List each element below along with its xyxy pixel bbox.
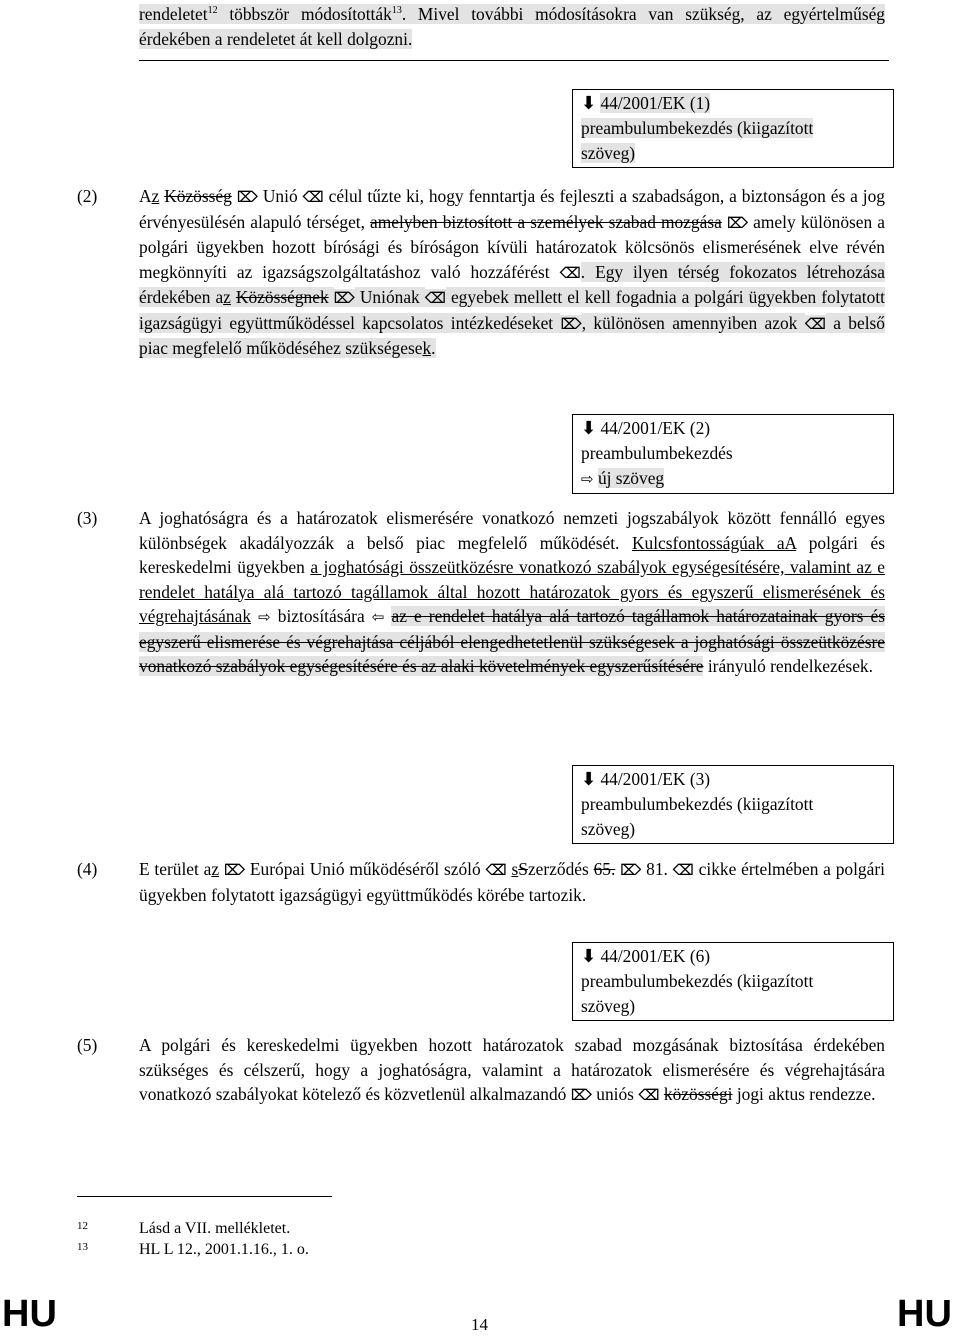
text: A polgári és kereskedelmi ügyekben hozott határozatok szabad mozgásának biztosítása érdekében szükséges és célszerű, hogy a joghatóságra, valamint a határozatok elismerésére és végrehajtására vonatkozó szabályokat kötelező és közvetlenül alkalmazandó	[139, 1035, 885, 1104]
intro-text-b: többször módosították	[217, 4, 392, 24]
text: uniós	[591, 1084, 639, 1104]
text: Unió	[257, 186, 303, 206]
insert-end-icon: ⌫	[424, 289, 446, 307]
footnote-ref-12: 12	[207, 5, 218, 17]
box-line: preambulumbekezdés (kiigazított	[581, 118, 814, 138]
insert-end-icon: ⌫	[485, 861, 507, 879]
paragraph-number: (3)	[77, 508, 98, 528]
text: amely különösen a polgári ügyekben hozott bírósági és bíróságon kívüli határozatok kölcsönös elismerésének elve révén megkönnyíti az igazságszolgáltatáshoz való hozzáférést	[139, 211, 886, 282]
insert-end-icon: ⌫	[559, 263, 581, 282]
box-line: preambulumbekezdés (kiigazított	[581, 794, 814, 814]
box-line: szöveg)	[581, 996, 636, 1016]
text: A joghatóságra és a határozatok elismerésére vonatkozó nemzeti jogszabályok között fennálló egyes különbségek akadályozzák a belső piac megfelelő működését.	[139, 508, 885, 553]
grey-text: .	[431, 338, 436, 358]
intro-text	[139, 4, 885, 49]
insert-start-icon: ⌦	[223, 861, 246, 879]
source-box-4	[572, 942, 894, 1021]
text: cikke értelmében a polgári ügyekben folytatott igazságügyi együttműködés körébe tartozik.	[139, 859, 885, 905]
paragraph-number: (2)	[77, 186, 98, 206]
insert-end-icon: ⇦	[371, 608, 385, 626]
insert-start-icon: ⌦	[560, 314, 582, 333]
footnote-text: Lásd a VII. mellékletet.	[139, 1220, 291, 1237]
inserted-text: a joghatósági összeütközésre vonatkozó szabályok egységesítésére, valamint az e rendelet hatálya alá tartozó tagállamok által hozott határozatok gyors és egyszerű elismerésének és végrehajtásának	[139, 557, 886, 626]
inserted-text: z	[151, 186, 160, 206]
footnote-number: 12	[77, 1220, 88, 1232]
box-line: új szöveg	[597, 468, 665, 488]
insert-end-icon: ⌫	[302, 188, 324, 206]
down-arrow-icon: ⬇	[581, 418, 597, 439]
insert-end-icon: ⌫	[804, 314, 826, 333]
deleted-text: Közösség	[164, 186, 232, 206]
text: zerződés	[527, 859, 594, 879]
insert-start-icon: ⌦	[726, 213, 749, 232]
text: 81.	[641, 859, 673, 879]
insert-end-icon: ⌫	[638, 1086, 660, 1104]
intro-paragraph	[139, 2, 885, 51]
box-line: 44/2001/EK (6)	[600, 946, 711, 966]
box-line: 44/2001/EK (1)	[600, 93, 711, 113]
box-line: szöveg)	[581, 143, 636, 163]
paragraph-4	[139, 857, 885, 907]
separator-line	[139, 60, 889, 61]
source-box-2	[572, 414, 894, 494]
down-arrow-icon: ⬇	[581, 93, 597, 114]
inserted-text: z	[223, 287, 231, 307]
footnote-number: 13	[77, 1241, 88, 1253]
text: Európai Unió működéséről szóló	[245, 859, 486, 879]
footnote-ref-13: 13	[391, 5, 402, 17]
insert-end-icon: ⌫	[672, 861, 694, 879]
grey-text: működéséhez szükségese	[246, 338, 423, 358]
paragraph-number: (5)	[77, 1035, 98, 1055]
deleted-text: amelyben biztosított a személyek szabad mozgása	[370, 211, 722, 232]
down-arrow-icon: ⬇	[581, 769, 597, 790]
insert-start-icon: ⇨	[258, 608, 271, 626]
deleted-text: Közösségnek	[235, 287, 329, 307]
inserted-text: z	[211, 859, 220, 879]
deleted-text: 65.	[593, 859, 616, 879]
grey-text: egyebek mellett el kell fogadnia a polgári ügyekben folytatott igazságügyi együttműködéssel kapcsolatos intézkedéseket	[139, 287, 885, 333]
intro-text-c: . Mivel további módosításokra van szükség, az egyértelműség érdekében a rendeletet át kell dolgozni.	[139, 4, 886, 49]
grey-text: a belső piac megfelelő	[139, 312, 885, 358]
intro-text-a: rendeletet	[139, 4, 208, 24]
deleted-text: az e rendelet hatálya alá tartozó tagállamok határozatainak gyors és egyszerű elismerése és végrehajtása céljából elengedhetetlenül szükségesek a joghatósági összeütközésre vonatkozó szabályok egységesítésére és az alaki követelmények egyszerűsítésére	[139, 606, 885, 676]
right-arrow-icon: ⇨	[581, 470, 594, 488]
text: E terület a	[139, 859, 212, 879]
text: jogi aktus rendezze.	[732, 1084, 876, 1104]
source-box-1	[572, 89, 894, 168]
text: A	[139, 186, 152, 206]
source-box-3	[572, 765, 894, 844]
box-line: 44/2001/EK (2)	[600, 418, 711, 438]
page-number: 14	[471, 1315, 488, 1334]
insert-start-icon: ⌦	[236, 188, 258, 206]
inserted-text: s	[511, 859, 519, 879]
insert-start-icon: ⌦	[333, 289, 355, 307]
text: irányuló rendelkezések.	[703, 656, 873, 676]
text: célul tűzte ki, hogy fenntartja és fejleszti a szabadságon, a biztonságon és a jog érvényesülésén alapuló térséget,	[139, 186, 885, 232]
box-line: preambulumbekezdés (kiigazított	[581, 971, 814, 991]
inserted-text: k	[422, 338, 432, 358]
box-line: 44/2001/EK (3)	[600, 769, 711, 789]
language-code-left: HU	[2, 1293, 57, 1335]
text: biztosítására	[270, 606, 372, 626]
grey-text: , különösen amennyiben azok	[581, 312, 805, 333]
language-code-right: HU	[897, 1293, 952, 1335]
grey-text: . Egy ilyen térség fokozatos létrehozása érdekében a	[139, 261, 885, 307]
grey-text: Uniónak	[354, 287, 425, 307]
insert-start-icon: ⌦	[570, 1086, 592, 1104]
deleted-text: közösségi	[663, 1084, 733, 1104]
paragraph-5	[139, 1033, 885, 1108]
footnote-separator	[77, 1196, 332, 1197]
inserted-text: Kulcsfontosságúak aA	[631, 532, 797, 553]
text: polgári és kereskedelmi ügyekben	[139, 532, 885, 577]
insert-start-icon: ⌦	[620, 861, 642, 879]
paragraph-number: (4)	[77, 859, 98, 879]
paragraph-2	[139, 184, 885, 361]
paragraph-3	[139, 506, 885, 679]
down-arrow-icon: ⬇	[581, 946, 597, 967]
box-line: preambulumbekezdés	[581, 443, 733, 463]
grey-text	[329, 287, 334, 307]
box-line: szöveg)	[581, 819, 636, 839]
deleted-text: S	[518, 859, 528, 879]
footnote-text: HL L 12., 2001.1.16., 1. o.	[139, 1241, 309, 1258]
